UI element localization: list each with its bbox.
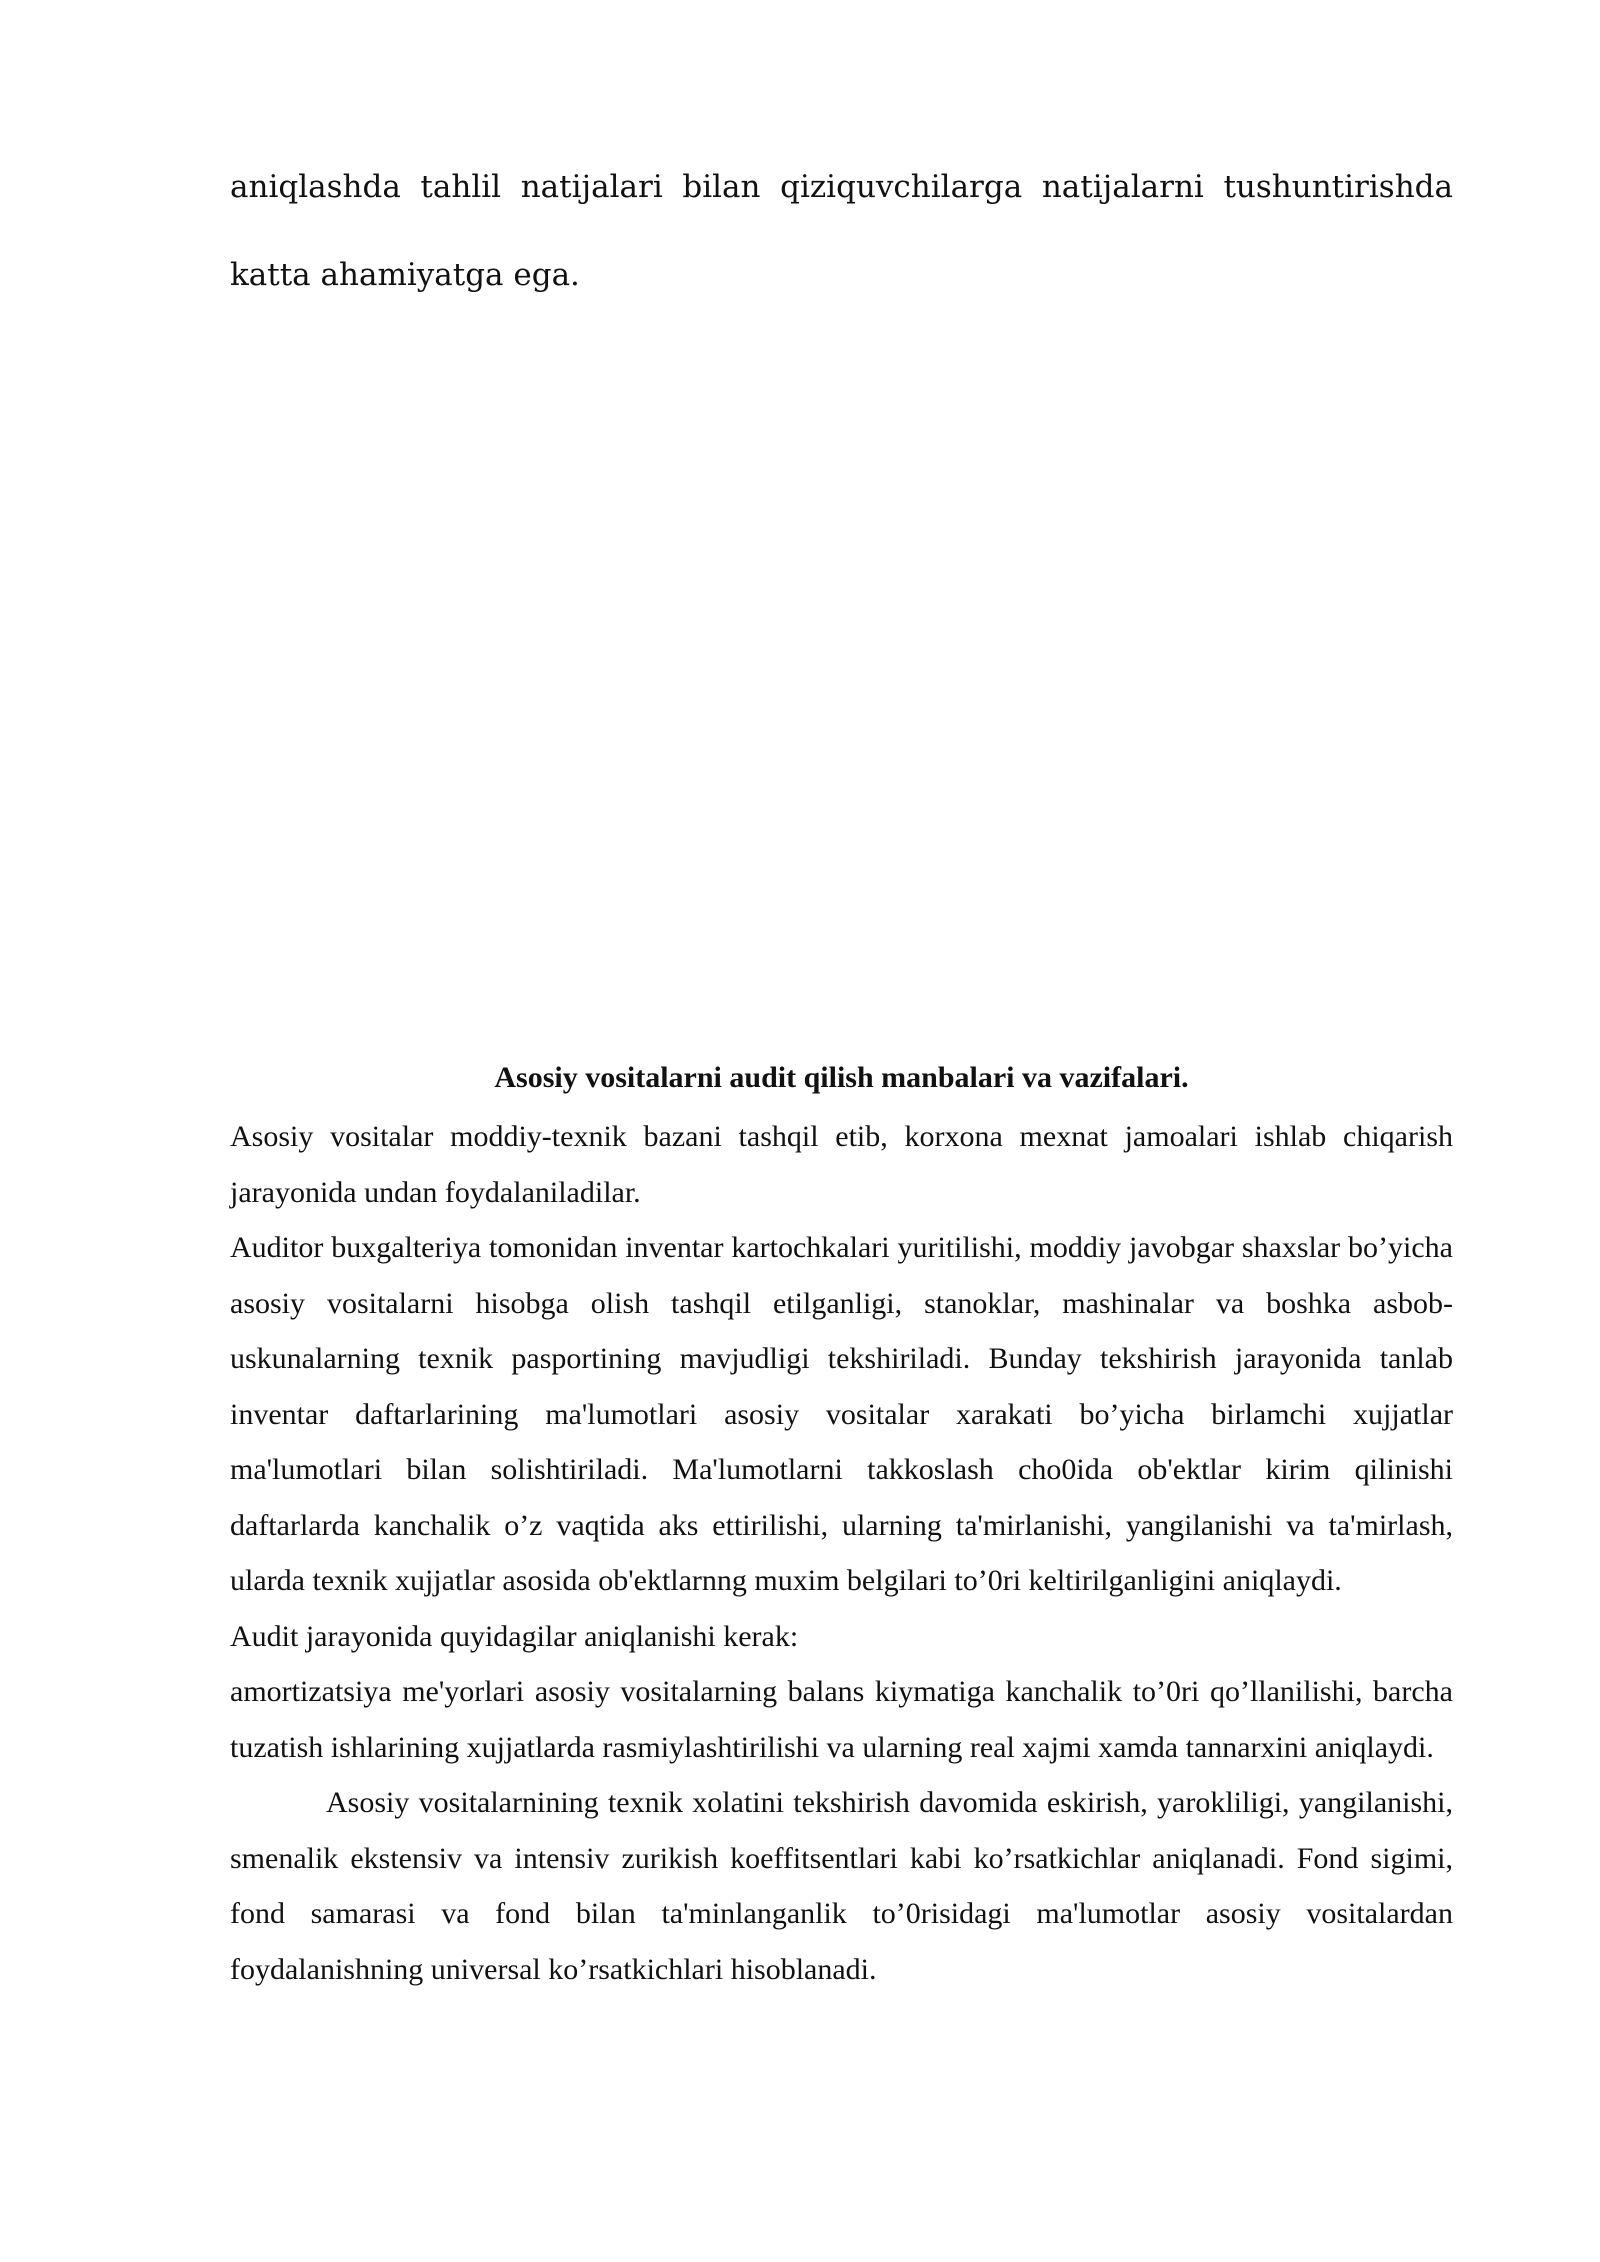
paragraph-fixed-assets: Asosiy vositalar moddiy-texnik bazani tashqil etib, korxona mexnat jamoalari ishlab chiqarish jarayonida undan foydalaniladilar. (230, 1120, 1453, 1209)
section-body (230, 1109, 1453, 1997)
intro-paragraph: aniqlashda tahlil natijalari bilan qiziquvchilarga natijalarni tushuntirishda katta ahamiyatga ega. (230, 169, 1453, 293)
paragraph-technical-condition: Asosiy vositalarnining texnik xolatini tekshirish davomida eskirish, yarokliligi, yangilanishi, smenalik ekstensiv va intensiv zurikish koeffitsentlari kabi ko’rsatkichlar aniqlanadi. Fond sigimi, fond samarasi va fond bilan ta'minlanganlik to’0risidagi ma'lumotlar asosiy vositalardan foydalanishning universal ko’rsatkichlari hisoblanadi. (230, 1786, 1453, 1986)
section-heading: Asosiy vositalarni audit qilish manbalari va vazifalari. (494, 1061, 1189, 1094)
paragraph-auditor-checks: Auditor buxgalteriya tomonidan inventar kartochkalari yuritilishi, moddiy javobgar shaxslar bo’yicha asosiy vositalarni hisobga olish tashqil etilganligi, stanoklar, mashinalar va boshka asbob-uskunalarning texnik pasportining mavjudligi tekshiriladi. Bunday tekshirish jarayonida tanlab inventar daftarlarining ma'lumotlari asosiy vositalar xarakati bo’yicha birlamchi xujjatlar ma'lumotlari bilan solishtiriladi. Ma'lumotlarni takkoslash cho0ida ob'ektlar kirim qilinishi daftarlarda kanchalik o’z vaqtida aks ettirilishi, ularning ta'mirlanishi, yangilanishi va ta'mirlash, ularda texnik xujjatlar asosida ob'ektlarnng muxim belgilari to’0ri keltirilganligini aniqlaydi. (230, 1231, 1453, 1597)
paragraph-amortization: amortizatsiya me'yorlari asosiy vositalarning balans kiymatiga kanchalik to’0ri qo’llanilishi, barcha tuzatish ishlarining xujjatlarda rasmiylashtirilishi va ularning real xajmi xamda tannarxini aniqlaydi. (230, 1675, 1453, 1764)
paragraph-audit-requirements: Audit jarayonida quyidagilar aniqlanishi kerak: (230, 1619, 799, 1653)
